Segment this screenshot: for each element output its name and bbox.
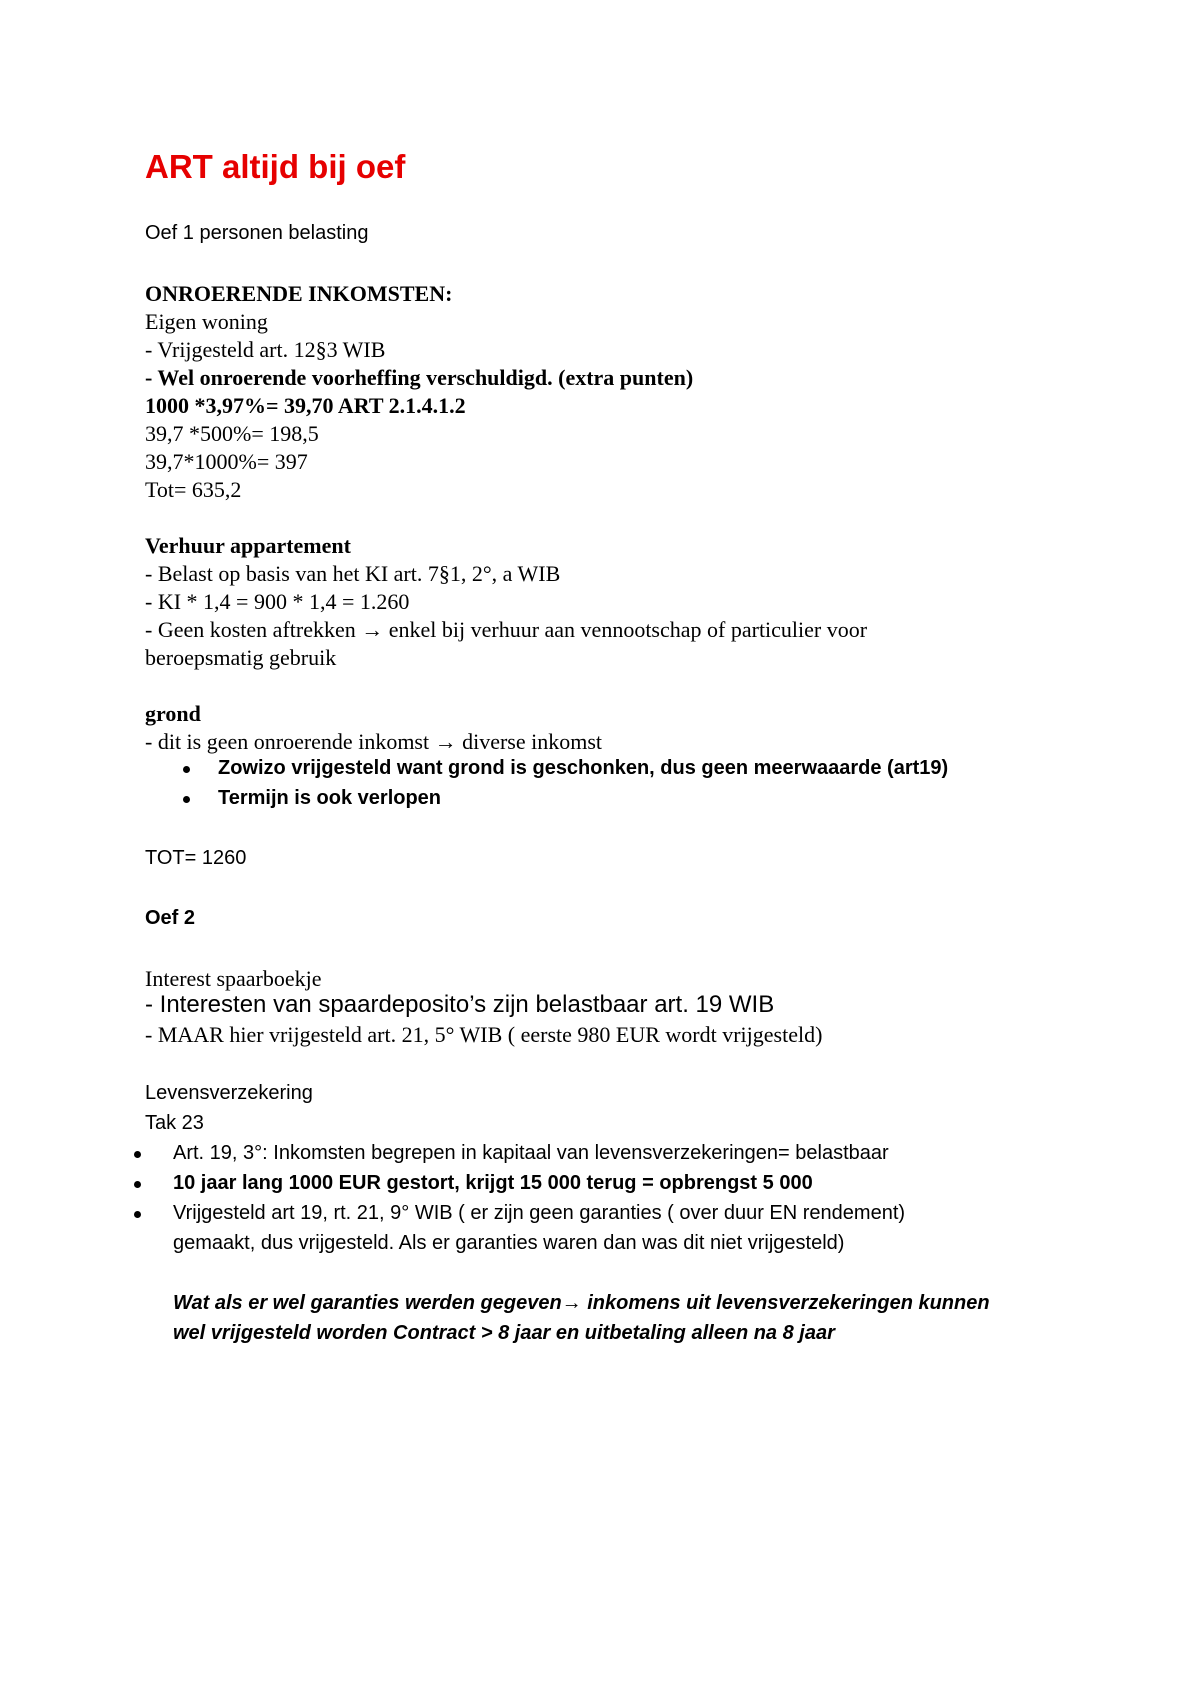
leven-bullet: 10 jaar lang 1000 EUR gestort, krijgt 15 000 terug = opbrengst 5 000 xyxy=(173,1172,813,1194)
interest-label: Interest spaarboekje xyxy=(145,966,322,991)
eigen-woning-line: - Vrijgesteld art. 12§3 WIB xyxy=(145,337,386,362)
verhuur-line: - Geen kosten aftrekken → enkel bij verhuur aan vennootschap of particulier voor xyxy=(145,617,868,642)
eigen-woning-line: 1000 *3,97%= 39,70 ART 2.1.4.1.2 xyxy=(145,393,466,418)
bullet-icon xyxy=(134,1211,141,1218)
leven-note: wel vrijgesteld worden Contract > 8 jaar en uitbetaling alleen na 8 jaar xyxy=(173,1322,835,1344)
leven-label: Levensverzekering xyxy=(145,1082,313,1104)
eigen-woning-label: Eigen woning xyxy=(145,309,268,334)
leven-note: Wat als er wel garanties werden gegeven→ inkomens uit levensverzekeringen kunnen xyxy=(173,1292,990,1314)
oef1-total: TOT= 1260 xyxy=(145,847,247,869)
grond-bullet: Termijn is ook verlopen xyxy=(218,787,442,809)
oef2-heading: Oef 2 xyxy=(145,907,196,929)
grond-label: grond xyxy=(145,701,201,726)
interest-line: - Interesten van spaardeposito’s zijn belastbaar art. 19 WIB xyxy=(145,991,775,1018)
bullet-icon xyxy=(134,1181,141,1188)
bullet-icon xyxy=(183,766,190,773)
grond-bullet: Zowizo vrijgesteld want grond is geschonken, dus geen meerwaaarde (art19) xyxy=(218,757,949,779)
tak-label: Tak 23 xyxy=(145,1112,204,1134)
eigen-woning-line: 39,7*1000%= 397 xyxy=(145,449,308,474)
eigen-woning-total: Tot= 635,2 xyxy=(145,477,242,502)
leven-bullet-continuation: gemaakt, dus vrijgesteld. Als er garanties waren dan was dit niet vrijgesteld) xyxy=(173,1232,845,1254)
bullet-icon xyxy=(134,1151,141,1158)
eigen-woning-line: - Wel onroerende voorheffing verschuldigd. (extra punten) xyxy=(145,365,694,390)
verhuur-line: beroepsmatig gebruik xyxy=(145,645,337,670)
leven-bullet: Vrijgesteld art 19, rt. 21, 9° WIB ( er zijn geen garanties ( over duur EN rendement) xyxy=(173,1202,906,1224)
leven-bullet: Art. 19, 3°: Inkomsten begrepen in kapitaal van levensverzekeringen= belastbaar xyxy=(173,1142,889,1164)
oef1-heading: Oef 1 personen belasting xyxy=(145,222,369,244)
verhuur-label: Verhuur appartement xyxy=(145,533,351,558)
onroerende-section-title: ONROERENDE INKOMSTEN: xyxy=(145,281,453,306)
verhuur-line: - KI * 1,4 = 900 * 1,4 = 1.260 xyxy=(145,589,410,614)
grond-line: - dit is geen onroerende inkomst → diverse inkomst xyxy=(145,729,603,754)
eigen-woning-line: 39,7 *500%= 198,5 xyxy=(145,421,319,446)
interest-line: - MAAR hier vrijgesteld art. 21, 5° WIB ( eerste 980 EUR wordt vrijgesteld) xyxy=(145,1022,823,1047)
bullet-icon xyxy=(183,796,190,803)
verhuur-line: - Belast op basis van het KI art. 7§1, 2°, a WIB xyxy=(145,561,561,586)
page-title: ART altijd bij oef xyxy=(145,148,406,185)
